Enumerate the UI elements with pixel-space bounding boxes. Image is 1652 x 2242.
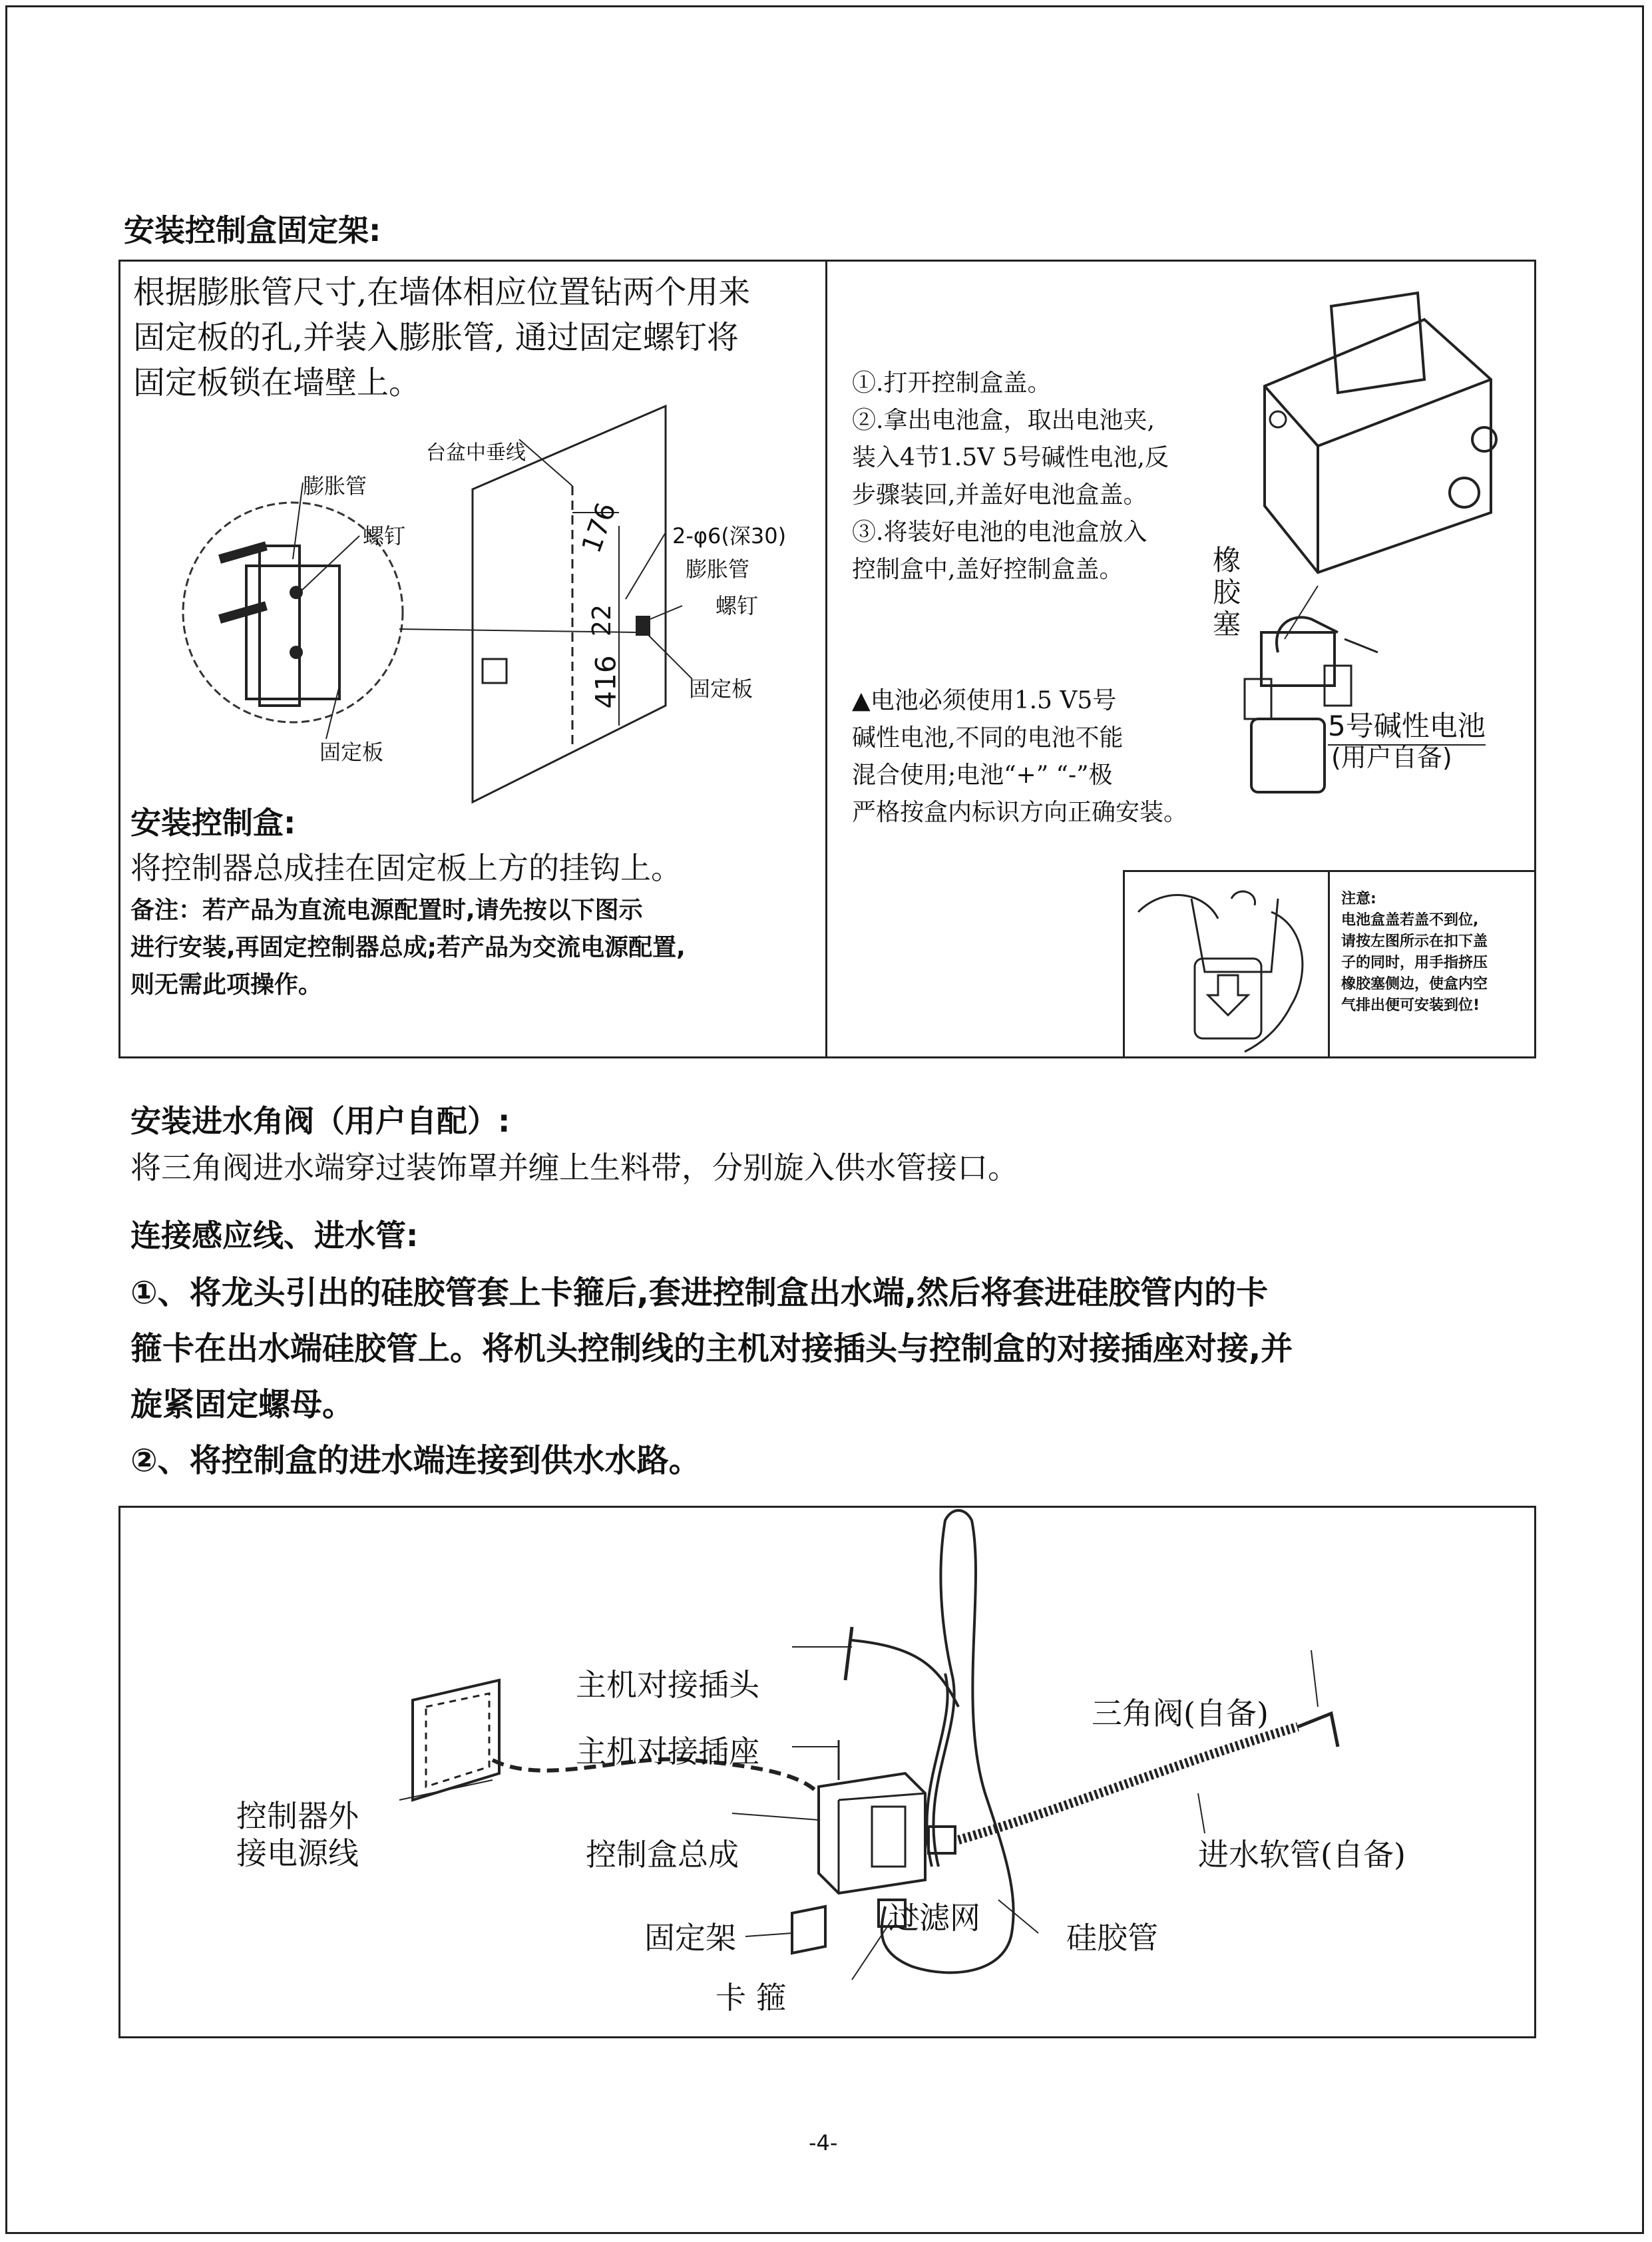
panel-divider [825, 260, 827, 1058]
page-number: -4- [809, 2130, 838, 2155]
battery-warning [852, 682, 1187, 831]
label-holes: 2-φ6(深30) [672, 523, 787, 549]
dim-176: 176 [576, 499, 622, 557]
note-text [1341, 889, 1488, 1016]
box-note [130, 892, 686, 1004]
note-line: 请按左图所示在扣下盖 [1341, 933, 1488, 950]
step-line: 装入4节1.5V 5号碱性电池,反 [852, 444, 1169, 471]
label-hose: 进水软管(自备) [1198, 1837, 1406, 1873]
bracket-description [133, 270, 825, 405]
connect-description [130, 1265, 1293, 1488]
desc-line: 根据膨胀管尺寸,在墙体相应位置钻两个用来 [133, 274, 751, 311]
box-description: 将控制器总成挂在固定板上方的挂钩上。 [130, 850, 682, 886]
battery-steps [852, 365, 1169, 588]
label-power [236, 1797, 359, 1872]
label-filter: 过滤网 [889, 1900, 980, 1936]
note-divider [1328, 870, 1330, 1058]
rubber-plug-label [1213, 545, 1241, 640]
label-socket: 主机对接插座 [576, 1733, 759, 1769]
bracket-title: 安装控制盒固定架: [124, 212, 381, 248]
connect-line: 旋紧固定螺母。 [130, 1386, 355, 1423]
label-screw-right: 螺钉 [716, 593, 759, 618]
label-silicone: 硅胶管 [1066, 1920, 1158, 1956]
label-angle-valve: 三角阀(自备) [1092, 1695, 1269, 1731]
hand-pressing-drawing [1125, 872, 1325, 1057]
note-line: 电池盒盖若盖不到位, [1341, 912, 1479, 929]
desc-line: 固定板的孔,并装入膨胀管, 通过固定螺钉将 [133, 319, 739, 356]
connection-drawing [120, 1507, 1535, 2037]
label-bracket: 固定架 [644, 1920, 736, 1956]
note-line: 橡胶塞侧边，使盒内空 [1341, 976, 1488, 993]
note-line: 气排出便可安装到位! [1341, 997, 1480, 1014]
label-plug: 主机对接插头 [576, 1667, 759, 1703]
warning-line: 混合使用;电池“+” “-”极 [852, 762, 1113, 789]
step-line: 控制盒中,盖好控制盒盖。 [852, 556, 1124, 583]
label-assembly: 控制盒总成 [586, 1837, 739, 1873]
power-line: 接电源线 [236, 1835, 359, 1871]
battery-sub-label: (用户自备) [1331, 743, 1452, 772]
label-screw-left: 螺钉 [363, 523, 406, 549]
power-line: 控制器外 [236, 1798, 359, 1834]
box-title: 安装控制盒: [130, 805, 296, 841]
label-centerline: 台盆中垂线 [426, 441, 526, 465]
dim-22: 22 [587, 604, 617, 637]
warning-line: 电池必须使用1.5 V5号 [870, 687, 1117, 714]
warning-line: 严格按盒内标识方向正确安装。 [852, 799, 1188, 826]
label-anchor-right: 膨胀管 [686, 557, 750, 582]
note-line: 则无需此项操作。 [130, 971, 323, 999]
dim-416: 416 [589, 655, 622, 709]
connect-title: 连接感应线、进水管: [130, 1218, 419, 1253]
note-line: 注意: [1341, 891, 1376, 907]
note-line: 进行安装,再固定控制器总成;若产品为交流电源配置, [130, 934, 686, 961]
step-line: 步骤装回,并盖好电池盒盖。 [852, 481, 1147, 509]
valve-title: 安装进水角阀（用户自配）: [130, 1103, 511, 1139]
connect-line: ②、将控制盒的进水端连接到供水水路。 [130, 1442, 701, 1479]
connect-line: 箍卡在出水端硅胶管上。将机头控制线的主机对接插头与控制盒的对接插座对接,并 [130, 1330, 1293, 1367]
label-clamp: 卡 箍 [716, 1980, 787, 2016]
step-line: ①.打开控制盒盖。 [852, 369, 1052, 397]
label-plate-right: 固定板 [689, 676, 753, 702]
label-anchor-left: 膨胀管 [303, 473, 367, 499]
warning-icon: ▲ [852, 687, 871, 714]
rubber-char: 塞 [1213, 608, 1241, 640]
note-line: 子的同时，用手指挤压 [1341, 955, 1488, 971]
step-line: ③.将装好电池的电池盒放入 [852, 519, 1147, 546]
label-plate-left: 固定板 [319, 740, 384, 765]
warning-line: 碱性电池,不同的电池不能 [852, 724, 1124, 752]
rubber-char: 橡 [1213, 544, 1241, 576]
rubber-char: 胶 [1213, 576, 1241, 608]
step-line: ②.拿出电池盒，取出电池夹, [852, 407, 1155, 434]
note-line: 备注：若产品为直流电源配置时,请先按以下图示 [130, 897, 643, 924]
battery-label: 5号碱性电池 [1328, 704, 1486, 746]
desc-line: 固定板锁在墙壁上。 [133, 364, 421, 401]
connect-line: ①、将龙头引出的硅胶管套上卡箍后,套进控制盒出水端,然后将套进硅胶管内的卡 [130, 1274, 1269, 1311]
valve-description: 将三角阀进水端穿过装饰罩并缠上生料带，分别旋入供水管接口。 [130, 1150, 1018, 1186]
